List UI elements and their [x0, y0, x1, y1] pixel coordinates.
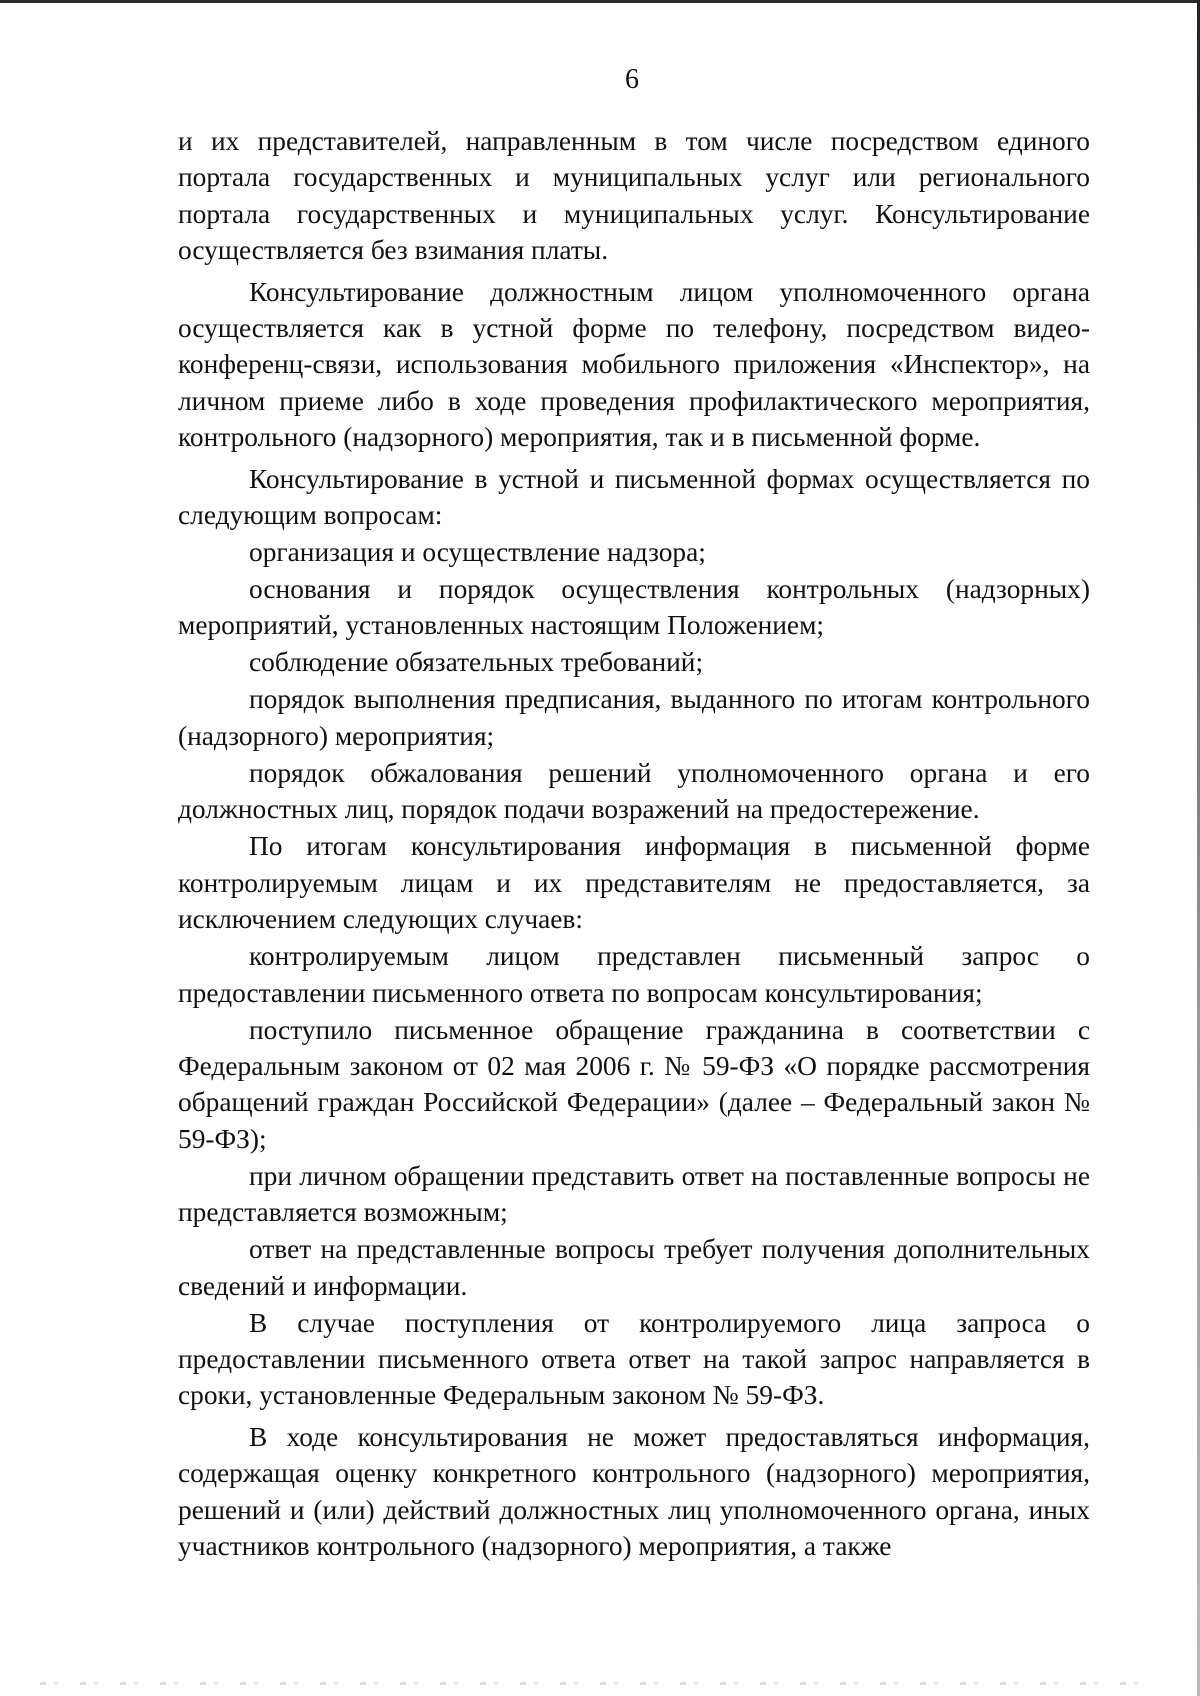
paragraph: Консультирование должностным лицом уполномоченного органа осуществляется как в устной форме по телефону, посредством видео-конференц-связи, использования мобильного приложения «Инспектор», на личном приеме либо в ходе проведения профилактического мероприятия, контрольного (надзорного) мероприятия, так и в письменной форме. — [178, 276, 1090, 453]
paragraph: и их представителей, направленным в том числе посредством единого портала государственных и муниципальных услуг или регионального портала государственных и муниципальных услуг. Консультирование осуществляется без взимания платы. — [178, 126, 1090, 266]
scan-top-edge — [0, 0, 1200, 3]
list-item: организация и осуществление надзора; — [249, 537, 706, 568]
list-item: соблюдение обязательных требований; — [249, 647, 704, 678]
list-item: при личном обращении представить ответ на поставленные вопросы не представляется возможным; — [178, 1160, 1090, 1228]
page-number: 6 — [625, 64, 639, 95]
paragraph: Консультирование в устной и письменной формах осуществляется по следующим вопросам: — [178, 463, 1090, 531]
list-item: ответ на представленные вопросы требует получения дополнительных сведений и информации. — [178, 1234, 1090, 1301]
scan-bottom-noise — [40, 1682, 1160, 1685]
document-body — [178, 123, 1090, 1564]
list-item: порядок выполнения предписания, выданного по итогам контрольного (надзорного) мероприятия; — [178, 684, 1090, 751]
list-item: порядок обжалования решений уполномоченного органа и его должностных лиц, порядок подачи возражений на предостережение. — [178, 757, 1090, 825]
paragraph: По итогам консультирования информация в письменной форме контролируемым лицам и их представителям не предоставляется, за исключением следующих случаев: — [178, 831, 1090, 935]
paragraph: В ходе консультирования не может предоставляться информация, содержащая оценку конкретного контрольного (надзорного) мероприятия, решений и (или) действий должностных лиц уполномоченного органа, иных участников контрольного (надзорного) мероприятия, а также — [178, 1421, 1090, 1561]
paragraph: В случае поступления от контролируемого лица запроса о предоставлении письменного ответа ответ на такой запрос направляется в сроки, установленные Федеральным законом № 59-ФЗ. — [178, 1307, 1090, 1411]
list-item: основания и порядок осуществления контрольных (надзорных) мероприятий, установленных настоящим Положением; — [178, 574, 1090, 641]
list-item: контролируемым лицом представлен письменный запрос о предоставлении письменного ответа по вопросам консультирования; — [178, 941, 1090, 1008]
list-item: поступило письменное обращение гражданина в соответствии с Федеральным законом от 02 мая 2006 г. № 59-ФЗ «О порядке рассмотрения обращений граждан Российской Федерации» (далее – Федеральный закон № 59-ФЗ); — [178, 1014, 1090, 1154]
